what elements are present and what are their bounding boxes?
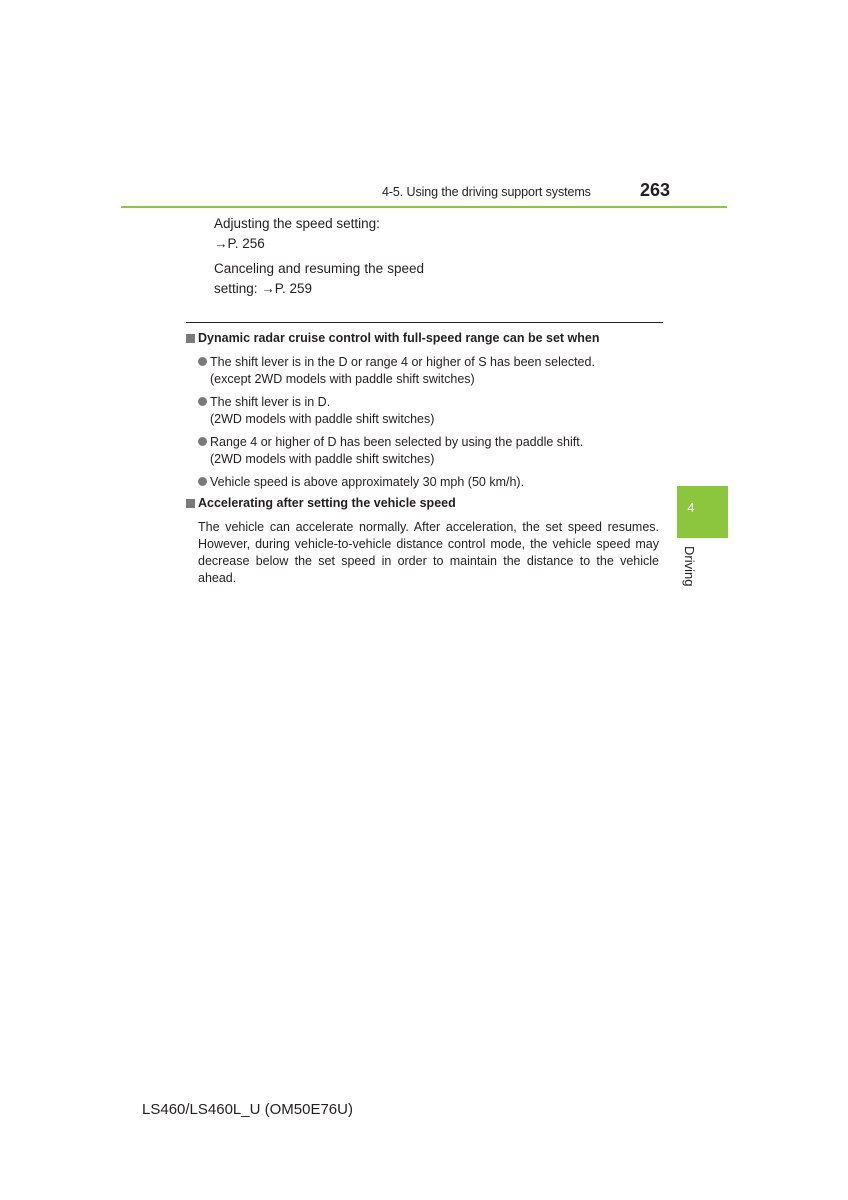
square-bullet-icon (186, 334, 195, 343)
accelerating-paragraph (198, 519, 659, 587)
xref-canceling-resuming-label (214, 259, 424, 279)
list-item-note: (except 2WD models with paddle shift switches) (210, 372, 475, 386)
xref-word: resuming (304, 261, 361, 276)
section-heading-accelerating (186, 496, 456, 510)
xref-canceling-resuming (214, 259, 424, 299)
xref-word: Canceling (214, 261, 275, 276)
list-item (198, 434, 583, 468)
list-item-text: The shift lever is in D. (210, 395, 331, 409)
xref-adjusting-speed (214, 214, 380, 254)
section-heading-text: Dynamic radar cruise control with full-speed range can be set when (198, 331, 600, 345)
list-item (198, 354, 595, 388)
chapter-label: Driving (682, 546, 697, 587)
page-number: 263 (640, 180, 671, 200)
list-item-text: The shift lever is in the D or range 4 or higher of S has been selected. (210, 355, 595, 369)
xref-adjusting-speed-label: Adjusting the speed setting: (214, 216, 380, 231)
square-bullet-icon (186, 499, 195, 508)
list-item (198, 474, 524, 491)
section-heading-text: Accelerating after setting the vehicle speed (198, 496, 456, 510)
xref-canceling-resuming-link[interactable]: setting: →P. 259 (214, 281, 313, 296)
circle-bullet-icon (198, 437, 207, 446)
paragraph-line: The vehicle can accelerate normally. After acceleration, the set speed resumes. (198, 520, 659, 534)
circle-bullet-icon (198, 357, 207, 366)
xref-word: and (278, 261, 301, 276)
list-item-text: Range 4 or higher of D has been selected by using the paddle shift. (210, 435, 584, 449)
xref-adjusting-speed-link[interactable]: →P. 256 (214, 236, 265, 251)
section-heading-full-speed-range (186, 331, 600, 345)
paragraph-line: However, during vehicle-to-vehicle distance control mode, the vehicle speed may (198, 537, 659, 551)
circle-bullet-icon (198, 477, 207, 486)
list-item-text: Vehicle speed is above approximately 30 mph (50 km/h). (210, 475, 525, 489)
chapter-number: 4 (687, 500, 695, 515)
list-item (198, 394, 434, 428)
list-item-note: (2WD models with paddle shift switches) (210, 452, 435, 466)
xref-word: speed (387, 261, 424, 276)
footer-model-code: LS460/LS460L_U (OM50E76U) (142, 1101, 353, 1118)
circle-bullet-icon (198, 397, 207, 406)
section-title: 4-5. Using the driving support systems (382, 185, 591, 199)
paragraph-line: decrease below the set speed in order to maintain the distance to the vehicle ahead. (198, 554, 659, 585)
section-divider (186, 322, 663, 323)
list-item-note: (2WD models with paddle shift switches) (210, 412, 435, 426)
xref-word: the (364, 261, 384, 276)
header-rule (121, 206, 727, 208)
